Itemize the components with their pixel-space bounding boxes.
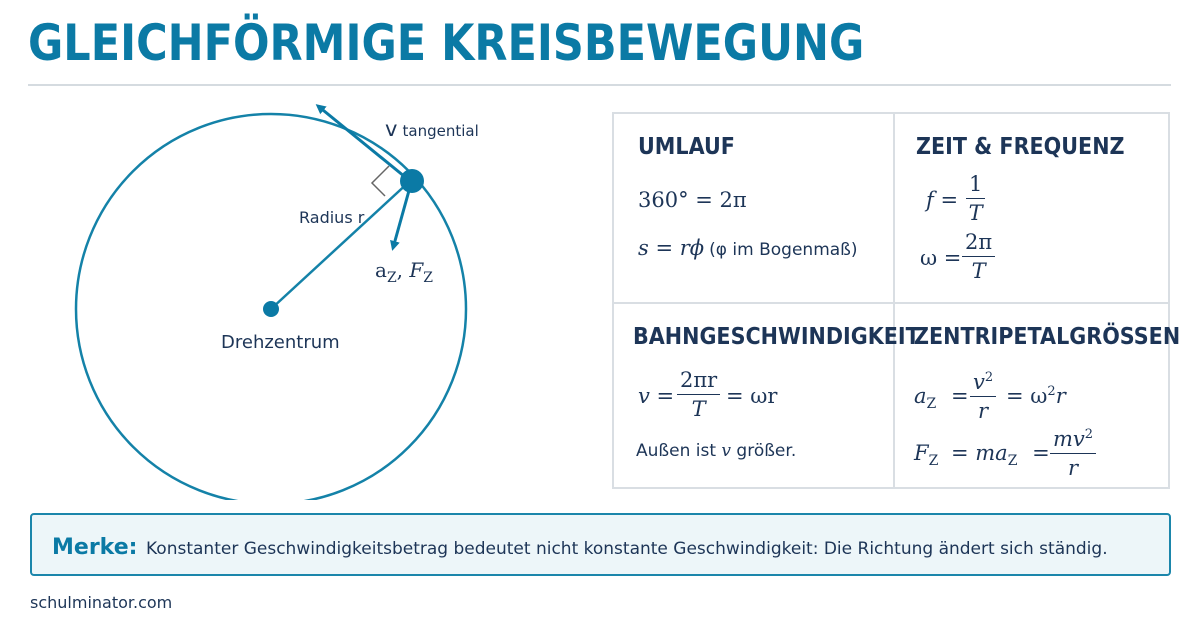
frequency-denominator: T — [968, 201, 983, 225]
zentri-heading: ZENTRIPETALGRÖSSEN — [914, 324, 1181, 350]
grid-vertical-divider — [893, 112, 895, 489]
zeit-heading: ZEIT & FREQUENZ — [916, 134, 1125, 160]
accel-eq: = — [950, 384, 969, 408]
frequency-numerator: 1 — [966, 172, 985, 199]
centripetal-accel-fraction — [970, 366, 996, 423]
force-num-var: mv — [1053, 427, 1085, 451]
label-separator: , — [396, 258, 410, 282]
umlauf-formula-angle: 360° = 2π — [638, 188, 747, 212]
centripetal-force-lhs — [914, 441, 1050, 469]
speed-fraction — [677, 368, 720, 421]
center-label: Drehzentrum — [221, 332, 340, 353]
merke-text: Konstanter Geschwindigkeitsbetrag bedeutet nicht konstante Geschwindigkeit: Die Richtung ändert sich ständig. — [146, 539, 1108, 559]
accel-num-var: v — [973, 370, 985, 394]
frequency-lhs: f = — [926, 188, 959, 212]
force-numerator — [1050, 423, 1096, 454]
circular-motion-diagram — [0, 90, 600, 500]
centripetal-label — [375, 258, 433, 286]
angular-velocity-numerator: 2π — [962, 230, 995, 257]
speed-rhs: = ωr — [726, 384, 778, 408]
accel-rhs-var: r — [1055, 384, 1066, 408]
centripetal-force-fraction — [1050, 423, 1096, 480]
bahn-heading: BAHNGESCHWINDIGKEIT — [633, 324, 920, 350]
accel-numerator — [970, 366, 996, 397]
speed-numerator: 2πr — [677, 368, 720, 395]
force-eq: = — [1032, 441, 1050, 465]
radius-line — [271, 181, 410, 309]
arc-formula: s = rϕ — [638, 236, 705, 260]
centripetal-arrow — [393, 187, 410, 248]
angular-velocity-denominator: T — [971, 259, 986, 283]
force-num-sup: 2 — [1084, 427, 1094, 442]
accel-var-sub: Z — [926, 396, 937, 413]
speed-lhs: v = — [638, 384, 675, 408]
speed-denominator: T — [691, 397, 706, 421]
accel-subscript: Z — [386, 270, 397, 286]
speed-note — [636, 441, 796, 461]
force-denominator: r — [1068, 456, 1079, 480]
velocity-label — [385, 117, 479, 141]
accel-denominator: r — [978, 399, 989, 423]
umlauf-formula-arc — [638, 236, 858, 260]
umlauf-heading: UMLAUF — [638, 134, 735, 160]
arc-note: (φ im Bogenmaß) — [709, 240, 858, 260]
velocity-subscript: tangential — [402, 122, 479, 140]
centripetal-accel-lhs — [914, 384, 969, 412]
radius-label: Radius r — [299, 208, 365, 227]
speed-note-post: größer. — [731, 441, 797, 461]
force-symbol: F — [409, 258, 424, 282]
force-mid: = ma — [951, 441, 1008, 465]
force-var: F — [914, 441, 929, 465]
grid-horizontal-divider — [612, 302, 1170, 304]
accel-rhs-sup: 2 — [1047, 384, 1056, 399]
accel-var: a — [914, 384, 927, 408]
speed-note-pre: Außen ist — [636, 441, 722, 461]
merke-label: Merke: — [52, 535, 138, 560]
velocity-symbol: v — [385, 117, 398, 141]
angular-velocity-fraction — [962, 230, 995, 283]
right-angle-marker — [372, 166, 389, 196]
accel-rhs-omega: = ω — [1006, 384, 1048, 408]
frequency-fraction — [966, 172, 985, 225]
accel-num-sup: 2 — [984, 370, 994, 385]
rotating-mass — [400, 169, 424, 193]
speed-note-var: v — [721, 441, 732, 461]
footer-source: schulminator.com — [30, 593, 173, 612]
page-title: GLEICHFÖRMIGE KREISBEWEGUNG — [28, 14, 865, 72]
title-divider — [28, 84, 1171, 86]
force-var-sub: Z — [928, 453, 939, 470]
accel-symbol: a — [375, 258, 387, 282]
angular-velocity-lhs: ω = — [920, 246, 962, 270]
force-mid-sub: Z — [1007, 453, 1018, 470]
rotation-center — [263, 301, 279, 317]
force-subscript: Z — [423, 270, 434, 286]
centripetal-accel-rhs — [1006, 384, 1066, 408]
